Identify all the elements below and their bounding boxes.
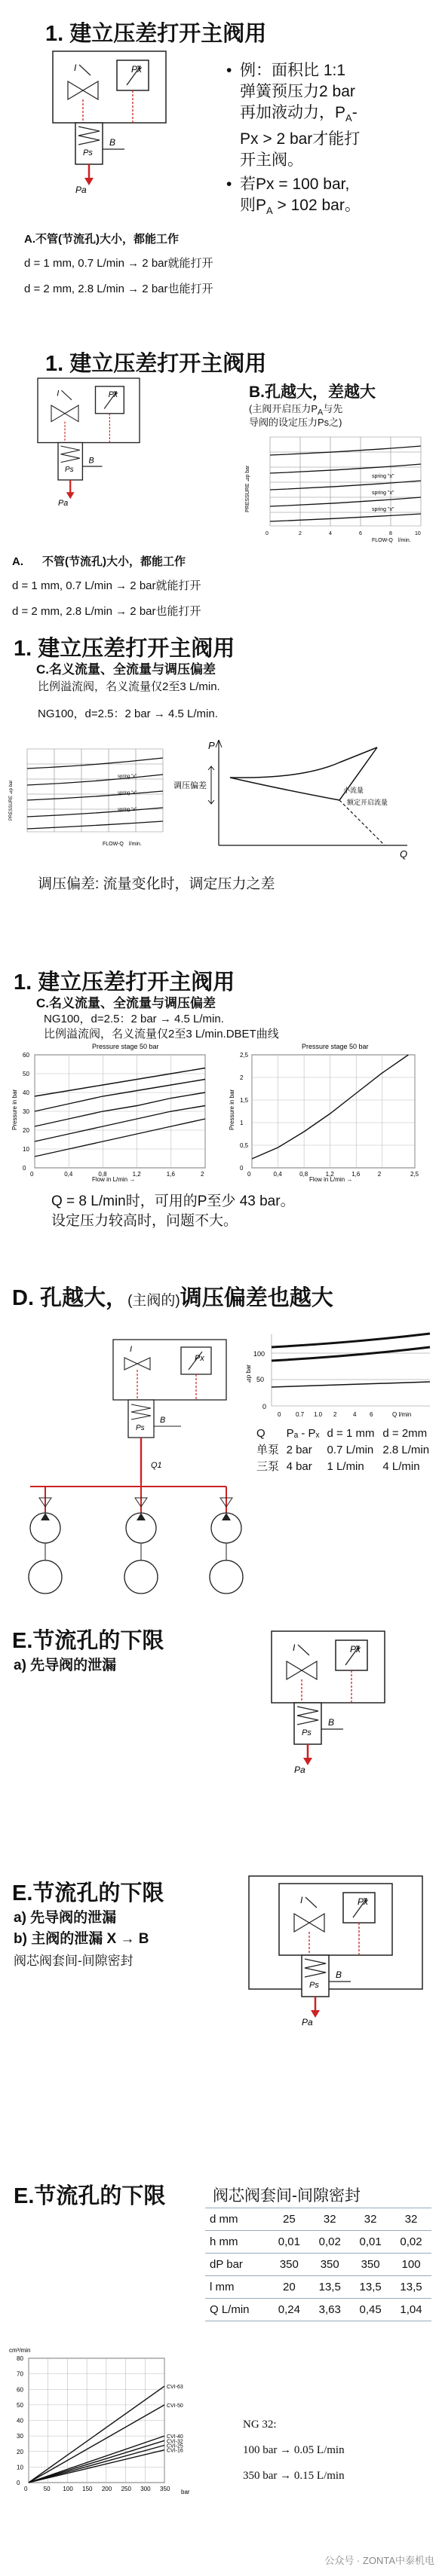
svg-text:I: I bbox=[130, 1345, 133, 1354]
table-cell: 0,01 bbox=[269, 2231, 309, 2254]
y-tick-label: 30 bbox=[17, 2433, 23, 2440]
section-heading: C.名义流量、全流量与调压偏差 bbox=[36, 996, 216, 1010]
svg-text:6: 6 bbox=[370, 1411, 373, 1418]
x-axis-label: FLOW-Q bbox=[103, 842, 124, 847]
axis-q: Q bbox=[400, 848, 408, 860]
x-tick-label: 0 bbox=[24, 2486, 28, 2492]
pressure-flow-chart bbox=[245, 1331, 437, 1421]
valve-diagram bbox=[38, 378, 189, 536]
table-cell: 3,63 bbox=[309, 2299, 350, 2321]
table-cell: 2 bar bbox=[286, 1444, 312, 1456]
series-line bbox=[29, 2440, 164, 2483]
svg-text:8: 8 bbox=[389, 531, 392, 536]
svg-text:0: 0 bbox=[278, 1411, 281, 1418]
svg-text:100: 100 bbox=[253, 1350, 266, 1358]
table-row bbox=[205, 2276, 431, 2299]
curve-label: spring "x" bbox=[118, 775, 137, 779]
curve-label: spring "x" bbox=[118, 808, 137, 812]
q-table bbox=[253, 1426, 434, 1475]
caption: 调压偏差: 流量变化时，调定压力之差 bbox=[38, 876, 275, 892]
svg-text:0: 0 bbox=[266, 531, 269, 536]
watermark: 公众号 · ZONTA中泰机电 bbox=[324, 2555, 434, 2566]
y-tick-label: 1 bbox=[240, 1120, 244, 1126]
x-tick-label: 200 bbox=[101, 2486, 112, 2492]
table-cell: 0,24 bbox=[269, 2299, 309, 2321]
x-axis-label: Flow in L/min → bbox=[309, 1176, 353, 1183]
x-tick-label: 0,8 bbox=[299, 1171, 308, 1178]
table-cell: d mm bbox=[205, 2208, 269, 2231]
y-tick-label: 50 bbox=[17, 2401, 23, 2409]
table-cell: 1,04 bbox=[391, 2299, 431, 2321]
note-line: d = 1 mm, 0.7 L/min → 2 bar就能打开 bbox=[24, 257, 213, 270]
slide-3 bbox=[0, 631, 442, 955]
table-row bbox=[253, 1426, 434, 1442]
y-tick-label: 60 bbox=[23, 1052, 29, 1059]
table-row bbox=[205, 2254, 431, 2276]
chart-title: Pressure stage 50 bar bbox=[302, 1043, 369, 1050]
table-cell: 三泵 bbox=[256, 1460, 280, 1473]
curve-label: spring "x" bbox=[118, 791, 137, 796]
slide-title: 1. 建立压差打开主阀用 bbox=[45, 22, 267, 46]
rated-flow-label: 额定开启流量 bbox=[347, 799, 388, 806]
series-label: CVI-32 bbox=[167, 2439, 183, 2445]
slide-7 bbox=[0, 1869, 442, 2166]
slide-6 bbox=[0, 1616, 442, 1865]
y-tick-label: 20 bbox=[17, 2448, 23, 2455]
table-cell: 25 bbox=[269, 2208, 309, 2231]
x-axis-unit: l/min. bbox=[129, 842, 142, 847]
x-tick-label: 2,5 bbox=[410, 1171, 419, 1178]
series-line bbox=[29, 2446, 164, 2483]
y-tick-label: 0 bbox=[23, 1165, 26, 1172]
valve-diagram bbox=[53, 51, 204, 225]
hydraulic-circuit bbox=[0, 1317, 249, 1611]
svg-text:2: 2 bbox=[333, 1411, 337, 1418]
pressure-flow-chart bbox=[5, 734, 170, 854]
note-heading: A.不管(节流孔)大小，都能工作 bbox=[24, 233, 179, 246]
y-tick-label: 20 bbox=[23, 1127, 29, 1134]
table-cell: dP bar bbox=[205, 2254, 269, 2276]
y-tick-label: 0 bbox=[240, 1165, 244, 1172]
table-cell: 32 bbox=[350, 2208, 391, 2231]
chart-title: Pressure stage 50 bar bbox=[92, 1043, 159, 1050]
series-label: CVI-50 bbox=[167, 2403, 183, 2409]
slide-1 bbox=[0, 0, 442, 316]
curve-label: spring "x" bbox=[372, 507, 394, 512]
table-cell: 100 bbox=[391, 2254, 431, 2276]
table-cell: 350 bbox=[350, 2254, 391, 2276]
svg-text:4: 4 bbox=[329, 531, 332, 536]
x-axis-label: Flow in L/min → bbox=[92, 1176, 136, 1183]
y-tick-label: 40 bbox=[17, 2417, 23, 2425]
svg-text:50: 50 bbox=[256, 1376, 265, 1383]
series-label: CVI-63 bbox=[167, 2385, 183, 2391]
x-tick-label: 2 bbox=[377, 1171, 382, 1178]
table-cell: 1 L/min bbox=[327, 1460, 364, 1473]
x-tick-label: 1,6 bbox=[351, 1171, 361, 1178]
text-line: NG100，d=2.5：2 bar → 4.5 L/min. bbox=[38, 707, 218, 720]
table-cell: d = 2mm bbox=[382, 1427, 428, 1440]
deviation-diagram bbox=[173, 732, 415, 860]
table-cell: 4 bar bbox=[286, 1460, 312, 1473]
x-tick-label: 0 bbox=[30, 1171, 34, 1178]
x-tick-label: 1,2 bbox=[325, 1171, 334, 1178]
subtitle: b) 主阀的泄漏 X → B bbox=[14, 1931, 149, 1947]
svg-text:0.7: 0.7 bbox=[296, 1411, 305, 1418]
table-cell: 0.7 L/min bbox=[327, 1444, 374, 1456]
table-row bbox=[253, 1442, 434, 1459]
valve-diagram bbox=[272, 1631, 422, 1797]
table-cell: 13,5 bbox=[350, 2276, 391, 2299]
pressure-flow-chart bbox=[240, 429, 428, 542]
x-axis-unit: bar bbox=[181, 2489, 190, 2495]
x-tick-label: 350 bbox=[160, 2486, 170, 2492]
series-line bbox=[29, 2386, 164, 2483]
table-cell: 4 L/min bbox=[382, 1460, 420, 1473]
svg-text:4: 4 bbox=[353, 1411, 357, 1418]
deviation-label: 调压偏差 bbox=[173, 781, 207, 790]
table-cell: 0,02 bbox=[309, 2231, 350, 2254]
series-line bbox=[35, 1119, 205, 1157]
x-tick-label: 250 bbox=[121, 2486, 131, 2492]
ng-line: 100 bar → 0.05 L/min bbox=[243, 2444, 345, 2456]
series-line bbox=[29, 2436, 164, 2483]
y-axis-label: Pressure in bar bbox=[229, 1089, 235, 1130]
svg-text:Px: Px bbox=[195, 1354, 204, 1363]
series-label: CVI-16 bbox=[167, 2448, 183, 2454]
y-axis-label: PRESSURE ⊿p bar bbox=[9, 780, 14, 820]
bullet-item: • 若Px = 100 bar, 则$P_A > 102$ bar。 bbox=[226, 174, 430, 222]
x-tick-label: 50 bbox=[43, 2486, 51, 2492]
slide-title: 1. 建立压差打开主阀用 bbox=[14, 970, 235, 995]
table-cell: Q L/min bbox=[205, 2299, 269, 2321]
section-heading: B.孔越大，差越大 bbox=[249, 383, 376, 401]
table-cell: 0,45 bbox=[350, 2299, 391, 2321]
y-tick-label: 70 bbox=[17, 2370, 23, 2378]
table-cell: 32 bbox=[309, 2208, 350, 2231]
flow-pressure-chart-right bbox=[226, 1040, 430, 1183]
note-line: d = 2 mm, 2.8 L/min → 2 bar也能打开 bbox=[12, 605, 201, 618]
leakage-chart bbox=[6, 2343, 195, 2501]
table-row bbox=[205, 2299, 431, 2321]
text-line: 比例溢流阀，名义流量仅2至3 L/min. bbox=[38, 680, 220, 693]
svg-text:0: 0 bbox=[262, 1403, 267, 1410]
bullet-item: • 例：面积比 1:1 弹簧预压力2 bar 再加液动力，$P_A-$ Px > 2 bar才能打 开主阀。 bbox=[226, 60, 430, 171]
x-tick-label: 0,8 bbox=[98, 1171, 107, 1178]
y-axis-label: ⊿p bar bbox=[245, 1364, 252, 1383]
y-tick-label: 40 bbox=[23, 1089, 29, 1096]
table-cell: Q bbox=[256, 1427, 266, 1440]
svg-text:Ps: Ps bbox=[136, 1424, 145, 1432]
slide-4 bbox=[0, 961, 442, 1277]
table-cell: 32 bbox=[391, 2208, 431, 2231]
table-cell: 13,5 bbox=[309, 2276, 350, 2299]
curve-label: spring "x" bbox=[372, 474, 394, 479]
table-cell: 2.8 L/min bbox=[382, 1444, 430, 1456]
svg-text:1.0: 1.0 bbox=[314, 1411, 323, 1418]
x-axis-label: FLOW-Q bbox=[372, 538, 393, 543]
note-line: d = 2 mm, 2.8 L/min → 2 bar也能打开 bbox=[24, 283, 213, 295]
x-tick-label: 0 bbox=[247, 1171, 251, 1178]
subtitle: a) 先导阀的泄漏 bbox=[14, 1910, 117, 1926]
series-label: CVI-40 bbox=[167, 2434, 183, 2440]
table-row bbox=[253, 1459, 434, 1475]
table-cell: 20 bbox=[269, 2276, 309, 2299]
axis-p: P bbox=[208, 740, 215, 751]
text-line: NG100，d=2.5：2 bar → 4.5 L/min. bbox=[44, 1013, 224, 1025]
x-tick-label: 100 bbox=[63, 2486, 73, 2492]
slide-5 bbox=[0, 1281, 442, 1612]
x-tick-label: 1,2 bbox=[132, 1171, 141, 1178]
slide-title: D. 孔越大，(主阀的)调压偏差也越大 bbox=[12, 1286, 333, 1310]
y-tick-label: 10 bbox=[17, 2464, 23, 2471]
note-line: d = 1 mm, 0.7 L/min → 2 bar就能打开 bbox=[12, 579, 201, 592]
x-tick-label: 0,4 bbox=[273, 1171, 282, 1178]
flow-pressure-chart-left bbox=[9, 1040, 213, 1183]
table-cell: 单泵 bbox=[256, 1444, 280, 1456]
y-tick-label: 10 bbox=[23, 1146, 29, 1153]
subtitle: 阀芯阀套间-间隙密封 bbox=[213, 2187, 361, 2205]
note-heading: A. 不管(节流孔)大小，都能工作 bbox=[12, 555, 186, 568]
svg-text:6: 6 bbox=[359, 531, 362, 536]
gap-table bbox=[205, 2208, 431, 2321]
small-flow-label: 小流量 bbox=[343, 787, 364, 794]
series-label: CVI-25 bbox=[167, 2443, 183, 2449]
slide-title: E.节流孔的下限 bbox=[12, 1629, 164, 1653]
table-row bbox=[205, 2231, 431, 2254]
ng-line: 350 bar → 0.15 L/min bbox=[243, 2470, 345, 2482]
x-tick-label: 1,6 bbox=[166, 1171, 175, 1178]
series-line bbox=[29, 2450, 164, 2483]
x-axis-unit: l/min. bbox=[398, 538, 411, 543]
slide-title: E.节流孔的下限 bbox=[12, 1881, 164, 1905]
y-axis-unit: cm³/min bbox=[9, 2347, 31, 2354]
section-sub: (主阀开启压力$P_A$与先 bbox=[249, 403, 343, 417]
ng-heading: NG 32: bbox=[243, 2419, 277, 2431]
subtitle: 阀芯阀套间-间隙密封 bbox=[14, 1954, 134, 1968]
table-cell: 350 bbox=[309, 2254, 350, 2276]
text-line: 比例溢流阀，名义流量仅2至3 L/min.DBET曲线 bbox=[44, 1028, 279, 1040]
series-line bbox=[29, 2405, 164, 2483]
y-tick-label: 0,5 bbox=[240, 1142, 249, 1149]
slide-title: E.节流孔的下限 bbox=[14, 2184, 166, 2208]
svg-text:B: B bbox=[160, 1416, 166, 1425]
x-tick-label: 300 bbox=[140, 2486, 151, 2492]
table-row bbox=[205, 2208, 431, 2231]
y-tick-label: 30 bbox=[23, 1108, 29, 1115]
y-tick-label: 2 bbox=[240, 1074, 244, 1081]
series-line bbox=[35, 1080, 205, 1112]
slide-2 bbox=[0, 332, 442, 625]
svg-text:10: 10 bbox=[415, 531, 421, 536]
valve-diagram bbox=[249, 1876, 430, 2072]
bullet-list bbox=[226, 60, 430, 222]
table-cell: h mm bbox=[205, 2231, 269, 2254]
table-cell: d = 1 mm bbox=[327, 1427, 375, 1440]
y-tick-label: 1,5 bbox=[240, 1097, 249, 1104]
slide-8 bbox=[0, 2170, 442, 2576]
y-tick-label: 2,5 bbox=[240, 1052, 249, 1059]
subtitle: a) 先导阀的泄漏 bbox=[14, 1658, 117, 1673]
caption: Q = 8 L/min时，可用的P至少 43 bar。 bbox=[51, 1193, 295, 1209]
y-tick-label: 60 bbox=[17, 2386, 23, 2394]
table-cell: l mm bbox=[205, 2276, 269, 2299]
table-cell: Pₐ - Pₓ bbox=[286, 1427, 320, 1440]
section-sub: 导阀的设定压力Ps之) bbox=[249, 417, 342, 428]
caption: 设定压力较高时，问题不大。 bbox=[51, 1213, 238, 1229]
y-tick-label: 80 bbox=[17, 2355, 23, 2362]
table-cell: 350 bbox=[269, 2254, 309, 2276]
svg-text:2: 2 bbox=[299, 531, 302, 536]
x-axis-unit: Q l/min bbox=[392, 1411, 412, 1418]
table-cell: 13,5 bbox=[391, 2276, 431, 2299]
slide-title: 1. 建立压差打开主阀用 bbox=[45, 352, 267, 376]
table-cell: 0,02 bbox=[391, 2231, 431, 2254]
table-cell: 0,01 bbox=[350, 2231, 391, 2254]
series-line bbox=[35, 1106, 205, 1142]
svg-text:Q1: Q1 bbox=[151, 1461, 162, 1470]
x-tick-label: 150 bbox=[82, 2486, 93, 2492]
x-tick-label: 0,4 bbox=[64, 1171, 73, 1178]
slide-title: 1. 建立压差打开主阀用 bbox=[14, 637, 235, 661]
y-axis-label: PRESSURE ⊿p bar bbox=[245, 465, 250, 512]
curve-label: spring "x" bbox=[372, 490, 394, 496]
y-tick-label: 50 bbox=[23, 1071, 29, 1077]
y-tick-label: 0 bbox=[17, 2480, 20, 2486]
section-heading: C.名义流量、全流量与调压偏差 bbox=[36, 662, 216, 677]
series-line bbox=[35, 1068, 205, 1097]
x-tick-label: 2 bbox=[201, 1171, 204, 1178]
y-axis-label: Pressure in bar bbox=[11, 1089, 18, 1130]
